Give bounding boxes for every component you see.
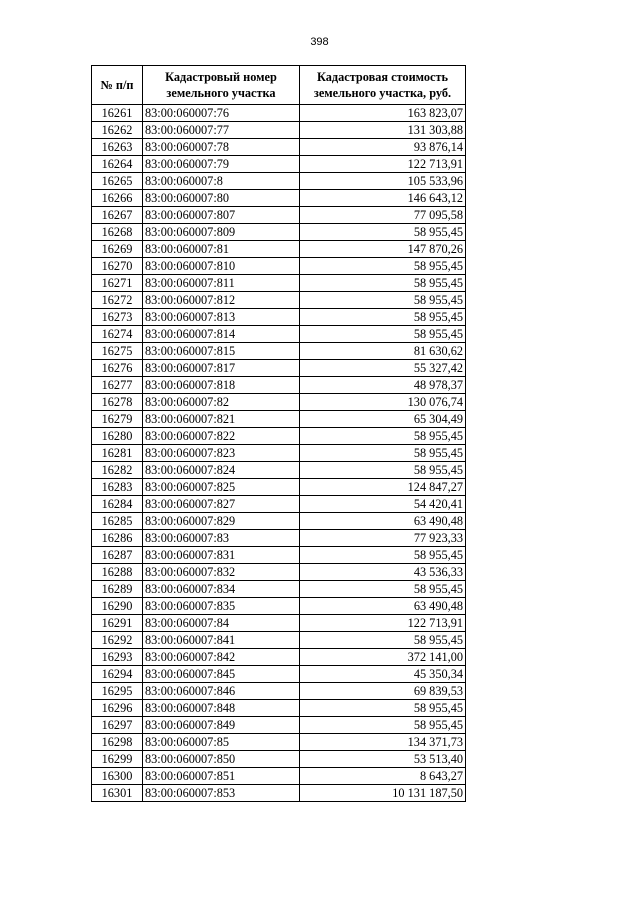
cadastral-value: 58 955,45 bbox=[300, 258, 466, 275]
cadastral-number: 83:00:060007:79 bbox=[143, 156, 300, 173]
cadastral-value: 134 371,73 bbox=[300, 734, 466, 751]
row-number: 16297 bbox=[92, 717, 143, 734]
cadastral-number: 83:00:060007:845 bbox=[143, 666, 300, 683]
row-number: 16291 bbox=[92, 615, 143, 632]
cadastral-value: 58 955,45 bbox=[300, 547, 466, 564]
table-row bbox=[92, 581, 466, 598]
cadastral-value: 65 304,49 bbox=[300, 411, 466, 428]
header-number: № п/п bbox=[92, 66, 143, 105]
table-row bbox=[92, 768, 466, 785]
cadastral-value: 163 823,07 bbox=[300, 105, 466, 122]
row-number: 16264 bbox=[92, 156, 143, 173]
table-row bbox=[92, 683, 466, 700]
table-row bbox=[92, 411, 466, 428]
table-row bbox=[92, 632, 466, 649]
cadastral-number: 83:00:060007:77 bbox=[143, 122, 300, 139]
table-header bbox=[92, 66, 466, 105]
cadastral-value: 372 141,00 bbox=[300, 649, 466, 666]
cadastral-number: 83:00:060007:849 bbox=[143, 717, 300, 734]
row-number: 16288 bbox=[92, 564, 143, 581]
cadastral-number: 83:00:060007:814 bbox=[143, 326, 300, 343]
cadastral-number: 83:00:060007:85 bbox=[143, 734, 300, 751]
row-number: 16281 bbox=[92, 445, 143, 462]
table-row bbox=[92, 564, 466, 581]
table-row bbox=[92, 445, 466, 462]
row-number: 16271 bbox=[92, 275, 143, 292]
header-cadastral-number: Кадастровый номер земельного участка bbox=[143, 66, 300, 105]
table-row bbox=[92, 173, 466, 190]
cadastral-number: 83:00:060007:841 bbox=[143, 632, 300, 649]
cadastral-value: 69 839,53 bbox=[300, 683, 466, 700]
row-number: 16263 bbox=[92, 139, 143, 156]
table-row bbox=[92, 207, 466, 224]
cadastral-number: 83:00:060007:829 bbox=[143, 513, 300, 530]
cadastral-number: 83:00:060007:824 bbox=[143, 462, 300, 479]
cadastral-number: 83:00:060007:822 bbox=[143, 428, 300, 445]
cadastral-value: 147 870,26 bbox=[300, 241, 466, 258]
cadastral-number: 83:00:060007:842 bbox=[143, 649, 300, 666]
table-row bbox=[92, 666, 466, 683]
table-row bbox=[92, 751, 466, 768]
table-row bbox=[92, 513, 466, 530]
cadastral-number: 83:00:060007:846 bbox=[143, 683, 300, 700]
cadastral-value: 63 490,48 bbox=[300, 598, 466, 615]
table-row bbox=[92, 326, 466, 343]
row-number: 16287 bbox=[92, 547, 143, 564]
row-number: 16289 bbox=[92, 581, 143, 598]
row-number: 16273 bbox=[92, 309, 143, 326]
row-number: 16265 bbox=[92, 173, 143, 190]
cadastral-number: 83:00:060007:853 bbox=[143, 785, 300, 802]
table-row bbox=[92, 462, 466, 479]
cadastral-value: 53 513,40 bbox=[300, 751, 466, 768]
table-row bbox=[92, 292, 466, 309]
row-number: 16276 bbox=[92, 360, 143, 377]
cadastral-number: 83:00:060007:821 bbox=[143, 411, 300, 428]
table-row bbox=[92, 275, 466, 292]
cadastral-number: 83:00:060007:80 bbox=[143, 190, 300, 207]
cadastral-number: 83:00:060007:810 bbox=[143, 258, 300, 275]
table-row bbox=[92, 224, 466, 241]
table-row bbox=[92, 615, 466, 632]
cadastral-value: 58 955,45 bbox=[300, 275, 466, 292]
row-number: 16294 bbox=[92, 666, 143, 683]
cadastral-number: 83:00:060007:8 bbox=[143, 173, 300, 190]
cadastral-number: 83:00:060007:811 bbox=[143, 275, 300, 292]
cadastral-number: 83:00:060007:78 bbox=[143, 139, 300, 156]
row-number: 16269 bbox=[92, 241, 143, 258]
cadastral-number: 83:00:060007:83 bbox=[143, 530, 300, 547]
cadastral-value: 58 955,45 bbox=[300, 224, 466, 241]
cadastral-value: 48 978,37 bbox=[300, 377, 466, 394]
cadastral-value: 43 536,33 bbox=[300, 564, 466, 581]
cadastral-value: 131 303,88 bbox=[300, 122, 466, 139]
cadastral-value: 81 630,62 bbox=[300, 343, 466, 360]
cadastral-value: 58 955,45 bbox=[300, 445, 466, 462]
cadastral-value: 54 420,41 bbox=[300, 496, 466, 513]
table-row bbox=[92, 428, 466, 445]
table-body bbox=[92, 105, 466, 802]
row-number: 16274 bbox=[92, 326, 143, 343]
cadastral-number: 83:00:060007:831 bbox=[143, 547, 300, 564]
cadastral-number: 83:00:060007:76 bbox=[143, 105, 300, 122]
cadastral-value: 58 955,45 bbox=[300, 428, 466, 445]
table-row bbox=[92, 122, 466, 139]
cadastral-number: 83:00:060007:84 bbox=[143, 615, 300, 632]
table-row bbox=[92, 734, 466, 751]
cadastral-value: 122 713,91 bbox=[300, 156, 466, 173]
row-number: 16301 bbox=[92, 785, 143, 802]
cadastral-value-table bbox=[91, 65, 466, 802]
cadastral-number: 83:00:060007:817 bbox=[143, 360, 300, 377]
cadastral-number: 83:00:060007:807 bbox=[143, 207, 300, 224]
table-row bbox=[92, 343, 466, 360]
row-number: 16284 bbox=[92, 496, 143, 513]
row-number: 16300 bbox=[92, 768, 143, 785]
table-row bbox=[92, 377, 466, 394]
row-number: 16275 bbox=[92, 343, 143, 360]
cadastral-number: 83:00:060007:818 bbox=[143, 377, 300, 394]
table-row bbox=[92, 785, 466, 802]
cadastral-value: 77 923,33 bbox=[300, 530, 466, 547]
table-row bbox=[92, 241, 466, 258]
row-number: 16295 bbox=[92, 683, 143, 700]
row-number: 16277 bbox=[92, 377, 143, 394]
cadastral-number: 83:00:060007:848 bbox=[143, 700, 300, 717]
row-number: 16266 bbox=[92, 190, 143, 207]
table-row bbox=[92, 547, 466, 564]
row-number: 16262 bbox=[92, 122, 143, 139]
cadastral-value: 58 955,45 bbox=[300, 700, 466, 717]
table-row bbox=[92, 105, 466, 122]
cadastral-number: 83:00:060007:82 bbox=[143, 394, 300, 411]
cadastral-value: 58 955,45 bbox=[300, 717, 466, 734]
row-number: 16282 bbox=[92, 462, 143, 479]
cadastral-number: 83:00:060007:809 bbox=[143, 224, 300, 241]
table-row bbox=[92, 717, 466, 734]
header-cadastral-value: Кадастровая стоимость земельного участка, руб. bbox=[300, 66, 466, 105]
table-row bbox=[92, 649, 466, 666]
table-row bbox=[92, 496, 466, 513]
table-row bbox=[92, 139, 466, 156]
cadastral-value: 58 955,45 bbox=[300, 462, 466, 479]
cadastral-number: 83:00:060007:825 bbox=[143, 479, 300, 496]
cadastral-number: 83:00:060007:815 bbox=[143, 343, 300, 360]
cadastral-number: 83:00:060007:851 bbox=[143, 768, 300, 785]
cadastral-number: 83:00:060007:81 bbox=[143, 241, 300, 258]
cadastral-number: 83:00:060007:850 bbox=[143, 751, 300, 768]
table-row bbox=[92, 530, 466, 547]
cadastral-value: 146 643,12 bbox=[300, 190, 466, 207]
row-number: 16293 bbox=[92, 649, 143, 666]
row-number: 16272 bbox=[92, 292, 143, 309]
cadastral-number: 83:00:060007:812 bbox=[143, 292, 300, 309]
table-row bbox=[92, 479, 466, 496]
page-number: 398 bbox=[310, 36, 329, 48]
cadastral-value: 105 533,96 bbox=[300, 173, 466, 190]
row-number: 16285 bbox=[92, 513, 143, 530]
row-number: 16267 bbox=[92, 207, 143, 224]
cadastral-value: 58 955,45 bbox=[300, 292, 466, 309]
cadastral-value: 58 955,45 bbox=[300, 309, 466, 326]
cadastral-number: 83:00:060007:813 bbox=[143, 309, 300, 326]
cadastral-value: 77 095,58 bbox=[300, 207, 466, 224]
row-number: 16268 bbox=[92, 224, 143, 241]
row-number: 16261 bbox=[92, 105, 143, 122]
row-number: 16270 bbox=[92, 258, 143, 275]
cadastral-value: 58 955,45 bbox=[300, 581, 466, 598]
row-number: 16299 bbox=[92, 751, 143, 768]
cadastral-value: 8 643,27 bbox=[300, 768, 466, 785]
cadastral-value: 10 131 187,50 bbox=[300, 785, 466, 802]
cadastral-value: 124 847,27 bbox=[300, 479, 466, 496]
header-row bbox=[92, 66, 466, 105]
row-number: 16286 bbox=[92, 530, 143, 547]
cadastral-value: 45 350,34 bbox=[300, 666, 466, 683]
table-row bbox=[92, 258, 466, 275]
table-row bbox=[92, 309, 466, 326]
row-number: 16290 bbox=[92, 598, 143, 615]
row-number: 16296 bbox=[92, 700, 143, 717]
table-row bbox=[92, 394, 466, 411]
cadastral-number: 83:00:060007:834 bbox=[143, 581, 300, 598]
row-number: 16292 bbox=[92, 632, 143, 649]
cadastral-value: 130 076,74 bbox=[300, 394, 466, 411]
cadastral-number: 83:00:060007:827 bbox=[143, 496, 300, 513]
cadastral-value: 122 713,91 bbox=[300, 615, 466, 632]
cadastral-number: 83:00:060007:823 bbox=[143, 445, 300, 462]
cadastral-number: 83:00:060007:835 bbox=[143, 598, 300, 615]
row-number: 16279 bbox=[92, 411, 143, 428]
table-row bbox=[92, 156, 466, 173]
cadastral-value: 55 327,42 bbox=[300, 360, 466, 377]
row-number: 16298 bbox=[92, 734, 143, 751]
table-row bbox=[92, 700, 466, 717]
cadastral-number: 83:00:060007:832 bbox=[143, 564, 300, 581]
cadastral-value: 58 955,45 bbox=[300, 326, 466, 343]
table-row bbox=[92, 598, 466, 615]
row-number: 16278 bbox=[92, 394, 143, 411]
cadastral-value: 58 955,45 bbox=[300, 632, 466, 649]
cadastral-value: 93 876,14 bbox=[300, 139, 466, 156]
cadastral-value: 63 490,48 bbox=[300, 513, 466, 530]
row-number: 16280 bbox=[92, 428, 143, 445]
row-number: 16283 bbox=[92, 479, 143, 496]
table-row bbox=[92, 190, 466, 207]
table-row bbox=[92, 360, 466, 377]
